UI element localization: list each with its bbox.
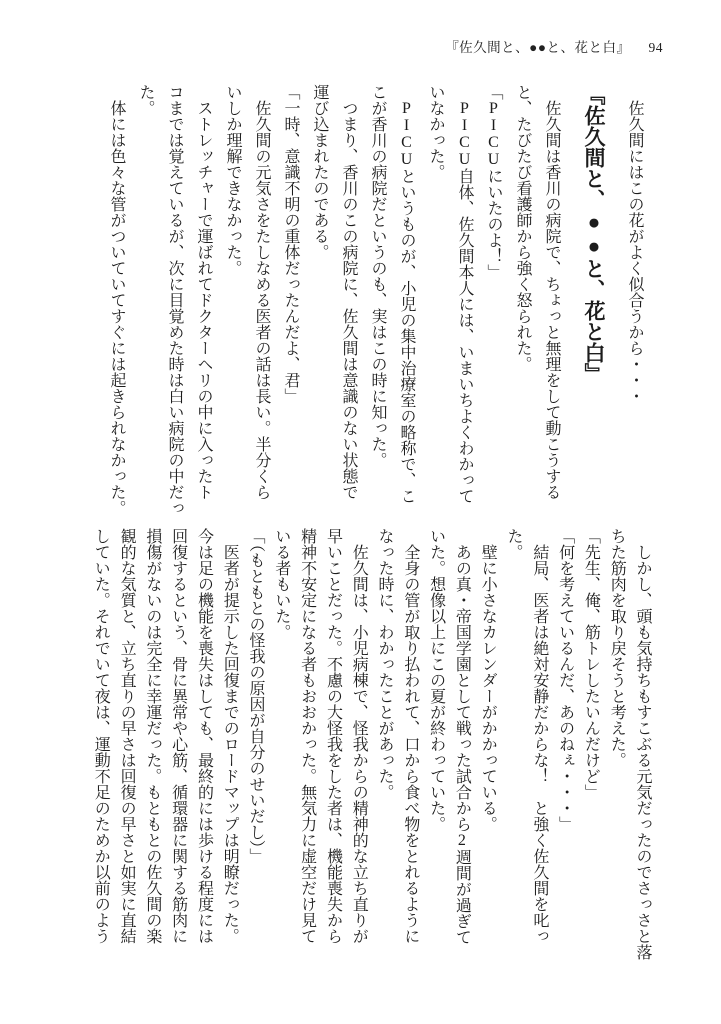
text-line: コまでは覚えているが、次に目覚めた時は白い病院の中だっ: [166, 84, 183, 516]
running-header-title: 『佐久間と、●●と、花と白』: [445, 40, 631, 55]
text-line: つまり、香川のこの病院に、佐久間は意識のない状態で: [340, 84, 357, 500]
text-line: 回復するという、骨に異常や心筋、循環器に関する筋肉に: [169, 528, 187, 944]
text-line: と、たびたび看護師から強く怒られた。: [514, 84, 531, 372]
text-line: 佐久間の元気さをたしなめる医者の話は長い。半分くら: [253, 84, 270, 500]
running-header: [445, 36, 663, 56]
text-line: 観的な気質と、立ち直りの早さは回復の早さと如実に直結: [118, 528, 136, 944]
top-text-block: [102, 84, 649, 518]
bottom-text-block: [87, 528, 655, 978]
text-line: た。: [137, 84, 154, 116]
text-line: いしか理解できなかった。: [224, 84, 241, 276]
chapter-title: 『佐久間と、●●と、花と白』: [582, 84, 606, 384]
text-line: 壁に小さなカレンダーがかかっている。: [479, 528, 497, 832]
text-line: 全身の管が取り払われて、口から食べ物をとれるように: [401, 528, 419, 944]
text-line: しかし、頭も気持ちもすこぶる元気だったのでさっさと落: [634, 528, 651, 960]
text-line: 医者が提示した回復までのロードマップは明瞭だった。: [221, 528, 239, 944]
text-line: た。: [505, 528, 523, 560]
text-line: 佐久間にはこの花がよく似合うから・・・: [626, 84, 643, 404]
text-line: こが香川の病院だというのも、実はこの時に知った。: [369, 84, 386, 468]
text-line: いなかった。: [427, 84, 444, 180]
text-line: 早いことだった。不慮の大怪我をした者は、機能喪失から: [324, 528, 342, 944]
text-line: 佐久間は香川の病院で、ちょっと無理をして動こうする: [543, 84, 560, 500]
text-line: ストレッチャーで運ばれてドクターヘリの中に入ったト: [195, 84, 212, 500]
text-line: なった時に、わかったことがあった。: [376, 528, 394, 800]
text-line: 「先生、俺、筋トレしたいんだけど」: [582, 528, 600, 800]
page-number: 94: [648, 40, 663, 55]
text-line: 体には色々な管がついていてすぐには起きられなかった。: [108, 84, 125, 516]
text-line: 運び込まれたのである。: [311, 84, 328, 260]
text-line: PICUというものが、小児の集中治療室の略称で、こ: [398, 84, 415, 504]
text-line: 結局、医者は絶対安静だからな！ と強く佐久間を叱っ: [530, 528, 548, 944]
text-line: していた。それでいて夜は、運動不足のためか以前のよう: [92, 528, 110, 944]
text-line: ちた筋肉を取り戻そうと考えた。: [608, 528, 626, 768]
text-line: いた。想像以上にこの夏が終わっていた。: [427, 528, 445, 832]
text-line: 「PICUにいたのよ！」: [485, 84, 502, 280]
text-line: 「何を考えているんだ、あのねぇ・・・」: [556, 528, 574, 832]
text-line: 精神不安定になる者もおおかった。無気力に虚空だけ見て: [298, 528, 316, 944]
text-line: あの真・帝国学園として戦った試合から2週間が過ぎて: [453, 528, 471, 945]
text-line: 今は足の機能を喪失はしても、最終的には歩ける程度には: [195, 528, 213, 944]
text-line: 損傷がないのは完全に幸運だった。もともとの佐久間の楽: [143, 528, 161, 944]
text-line: PICU自体、佐久間本人には、いまいちよくわかって: [456, 84, 473, 504]
text-line: 佐久間は、小児病棟で、怪我からの精神的な立ち直りが: [350, 528, 368, 944]
text-line: いる者もいた。: [272, 528, 290, 640]
text-line: 「一時、意識不明の重体だったんだよ、君」: [282, 84, 299, 404]
text-line: 「（もともとの怪我の原因が自分のせいだし）」: [247, 528, 265, 864]
